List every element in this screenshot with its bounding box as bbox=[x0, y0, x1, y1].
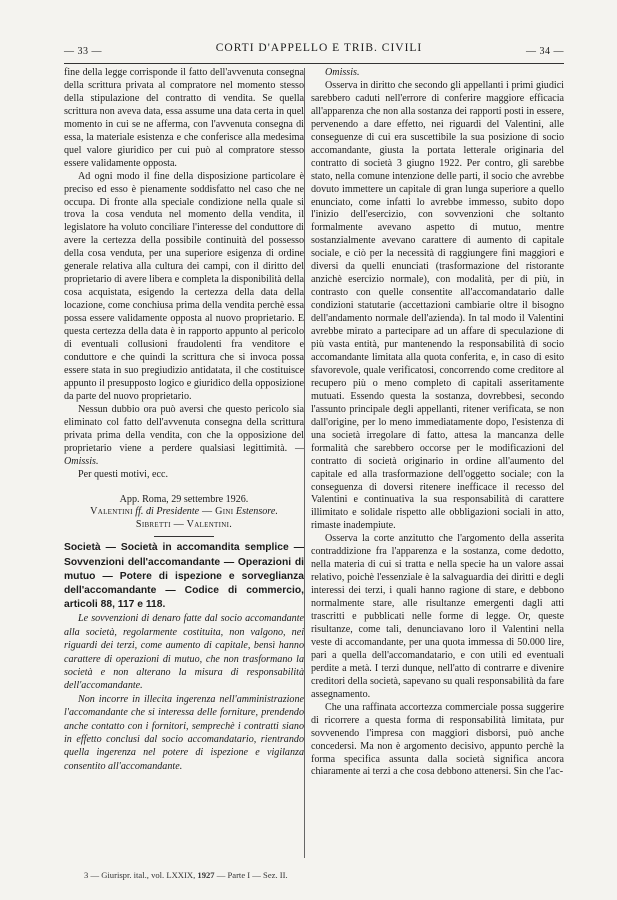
court-city: App. Roma, bbox=[119, 493, 169, 505]
maxim-1: Le sovvenzioni di denaro fatte dal socio accomandante alla società, regolarmente costituita, non valgono, nei riguardi dei terzi, come aumento di capitale, bensì hanno carattere di operazioni di mutuo, che non trasformano la società e non alterano la misura di responsabilità dell'accomandante. bbox=[64, 613, 304, 692]
estensore-name: — Gini bbox=[199, 506, 234, 518]
page-footer bbox=[84, 870, 288, 880]
court-judges bbox=[64, 506, 304, 519]
page-number-left: — 33 — bbox=[64, 46, 102, 57]
court-citation bbox=[64, 494, 304, 507]
right-paragraph-2: Osserva la corte anzitutto che l'argomento della asserita contraddizione fra l'apparenza e la sostanza, come dedotto, nella materia di cui si tratta e nella specie ha un valore assai relativo, poichè l'essenziale è la salvaguardia dei diritti e degli interessi dei terzi, i quali hanno ragione di stare, e debbono normalmente stare, alle risultanze emergenti dagli atti trascritti e pubblicati nelle forme di legge. Or, queste risultanze, come tali, denunciavano loro il Valentini nella veste di accomandante, per una quota immessa di 50.000 lire, pari a quella dell'accomandatario, e con utili ed eventuali perdite a metà. I terzi dunque, nell'atto di contrarre e divenire creditori della società, sapevano su quali responsabilità da fare assegnamento. bbox=[311, 533, 564, 700]
right-column bbox=[311, 67, 564, 779]
footer-citation: 3 — Giurispr. ital., vol. LXXIX, bbox=[84, 870, 196, 880]
footer-year: 1927 bbox=[197, 870, 215, 880]
court-date: 29 settembre 1926. bbox=[168, 493, 249, 505]
maxim-2: Non incorre in illecita ingerenza nell'amministrazione l'accomandante che si interessa delle forniture, prendendo anche contatto con i fornitori, semprechè i contratti siano in effetto conclusi dal socio accomandatario, rientrando quella ingerenza nel potere di ispezione e vigilanza consentito all'accomandante. bbox=[64, 693, 304, 772]
section-rule bbox=[154, 536, 214, 537]
right-omissis: Omissis. bbox=[325, 67, 360, 78]
running-header bbox=[64, 42, 564, 60]
left-paragraph-3 bbox=[64, 404, 304, 469]
left-paragraph-4: Per questi motivi, ecc. bbox=[78, 468, 168, 480]
page-number-right: — 34 — bbox=[526, 46, 564, 57]
footer-part: — Parte I — Sez. II. bbox=[216, 870, 288, 880]
case-headline: Società — Società in accomandita semplice — Sovvenzioni dell'accomandante — Operazioni di mutuo — Potere di ispezione e sorveglianza dell'accomandante — Codice di commercio, articoli 88, 117 e 118. bbox=[64, 542, 304, 611]
header-rule bbox=[64, 63, 564, 64]
running-title: CORTI D'APPELLO E TRIB. CIVILI bbox=[215, 42, 423, 54]
right-paragraph-1: Osserva in diritto che secondo gli appellanti i primi giudici sarebbero caduti nell'errore di conferire maggiore efficacia all'apparenza che non alla sostanza dei rapporti posti in essere, pervenendo a dare effetto, nei riguardi del Valentini, alle conseguenze di cui era suscettibile la sua posizione di socio accomandante, giusta la portata letterale originaria del contratto di società 3 giugno 1922. Per contro, gli sarebbe stato, nella comune intenzione delle parti, il socio che avrebbe dovuto immettere un capitale di gran lunga superiore a quello enunciato, come infatti lo avrebbe immesso, subito dopo l'inizio dell'esercizio, con sovvenzioni che soltanto formalmente avevano aspetto di mutuo, mentre sostanzialmente avevano carattere di aumento di capitale sociale, e ciò per la necessità di raggiungere fini maggiori e diversi da quelli enunciati (trasformazione del ristorante anzichè esercizio normale), con modalità, per di più, in contrasto con quelle consentite all'accomandatario dalle condizioni statutarie (accettazioni cambiarie oltre il bisogno dell'andamento normale dell'azienda). In tal modo il Valentini avrebbe mirato a partecipare ad un affare di speculazione di più vasta entità, pur mantenendo la responsabilità di socio accomandante limitata alla quota conferita, e, in caso di esito sfavorevole, quale verificatosi, concorrendo come creditore al recupero più o meno completo di capitali asseritamente mutuati. Essendo questa la sostanza, dovrebbesi, secondo l'assunto principale degli appellanti, ritener verificata, se non dall'origine, per lo meno immediatamente dopo, l'esistenza di una società irregolare di fatto, attesa la mancanza delle formalità che sarebbero occorse per le modificazioni del contratto di società originario in ordine all'aumento del capitale ed alla trasformazione dell'oggetto sociale; con la conseguenza di doversi ritenere inefficace il recesso del Valentini e continuativa la sua responsabilità di carattere illimitato e solidale rispetto alle obbligazioni sociali in atto, rimaste inadempiute. bbox=[311, 79, 564, 532]
president-role: ff. di Presidente bbox=[132, 506, 200, 518]
left-paragraph-1: fine della legge corrisponde il fatto dell'avvenuta consegna della scrittura privata al compratore nel momento stesso della stipulazione del contratto di vendita. Se quella scrittura non aveva data, essa assume una data certa in quel momento in cui se ne afferma, con l'avvenuta consegna di essa, la materiale esistenza e che conferisce alla medesima quel valore giuridico per cui può al compratore stesso essere validamente opposta. bbox=[64, 67, 304, 169]
estensore-role: Estensore. bbox=[233, 506, 278, 518]
column-divider bbox=[304, 68, 305, 858]
left-paragraph-3-text: Nessun dubbio ora può aversi che questo pericolo sia eliminato col fatto dell'avvenuta consegna della scrittura privata prima della vendita, con che la opposizione del proprietario viene a perdere qualsiasi legittimità. bbox=[64, 403, 304, 454]
president-name: Valentini bbox=[90, 506, 133, 518]
left-column bbox=[64, 67, 304, 773]
court-parties: Sibretti — Valentini. bbox=[135, 519, 233, 531]
right-paragraph-3: Che una raffinata accortezza commerciale possa suggerire di ricorrere a questa forma di responsabilità limitata, pur sovvenendo l'impresa con maggiori disborsi, può anche concedersi. Ma non è argomento decisivo, appunto perchè la forma specifica assunta dalla società significa ancora chiaramente ai terzi a che cosa debbono attenersi. Sin che l'ac- bbox=[311, 701, 564, 778]
omissis-note: — Omissis. bbox=[64, 442, 304, 467]
left-paragraph-2: Ad ogni modo il fine della disposizione particolare è preciso ed esso è pienamente soddisfatto nel caso che ne occupa. Di fronte alla speciale condizione nella quale si trova la cosa venduta nel momento della vendita, il legislatore ha voluto conciliare l'interesse del conduttore di avere la certezza della possibile continuità del possesso della cosa venduta, per una superiore esigenza di ordine generale relativa alla cultura dei campi, con il diritto del proprietario di avere libera e completa la disponibilità della cosa acquistata, esigendo la certezza della data della locazione, come conchiusa prima della vendita perchè essa possa essere validamente opposta al nuovo proprietario. E questa certezza della data è in rapporto appunto al pericolo di eventuali collusioni fraudolenti fra venditore e conduttore e che quindi la scrittura che si invoca possa essere stata in suo pregiudizio antidatata, il che costituisce appunto il presupposto logico e giuridico della opposizione da parte del nuovo proprietario. bbox=[64, 170, 304, 402]
